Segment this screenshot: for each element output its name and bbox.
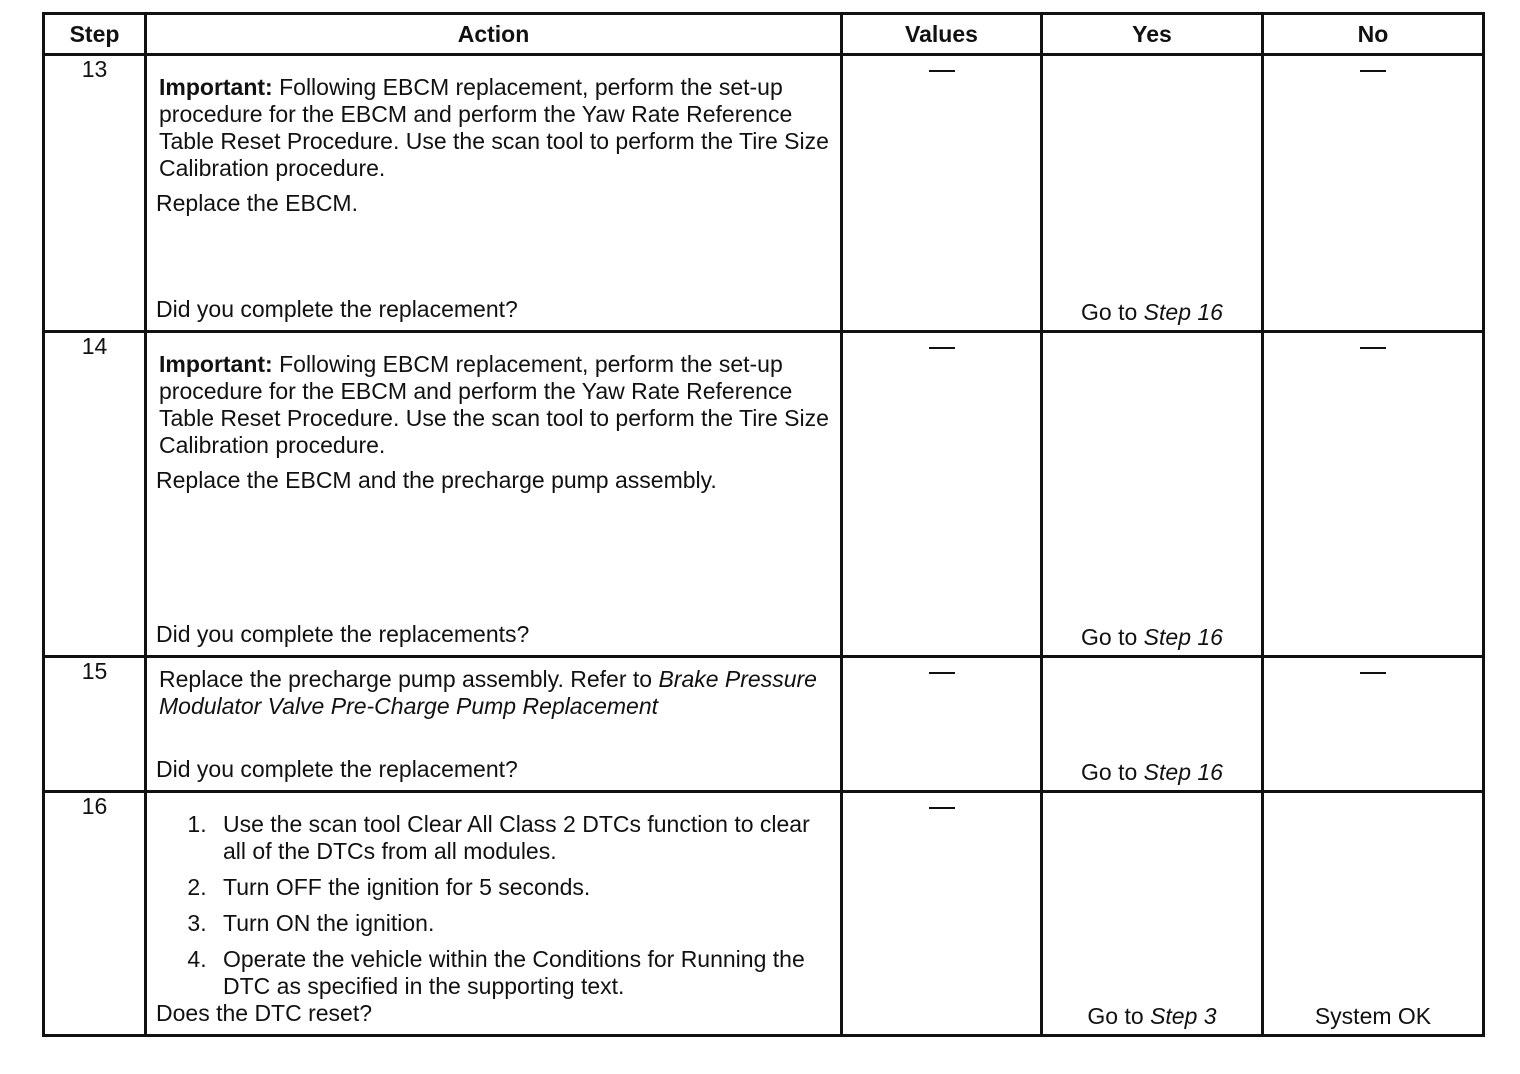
action-cell [146,55,842,332]
important-label: Important: [159,74,273,100]
step-link[interactable]: Step 16 [1143,299,1223,325]
procedure-link[interactable]: Brake Pressure Modulator Valve Pre-Charge Pump Replacement [159,666,817,719]
no-result: System OK [1314,1003,1432,1029]
no-cell [1263,55,1484,332]
no-cell [1263,332,1484,657]
dash-mark [1360,347,1386,349]
instruction-text: Replace the EBCM and the precharge pump assembly. [156,467,717,493]
step-number: 14 [44,332,146,657]
yes-cell [1042,332,1263,657]
instruction-text: Replace the precharge pump assembly. Refer to Brake Pressure Modulator Valve Pre-Charge Pump Replacement [159,666,817,719]
values-cell [842,332,1042,657]
dash-mark [929,347,955,349]
table-row-step-15 [44,657,1484,792]
list-item: 2. Turn OFF the ignition for 5 seconds. [213,874,832,901]
diagnostic-table [42,12,1485,1037]
values-cell [842,792,1042,1036]
no-cell [1263,792,1484,1036]
yes-goto[interactable]: Go to Step 16 [1081,624,1223,650]
header-values: Values [842,14,1042,55]
table-row-step-13 [44,55,1484,332]
important-note [159,351,832,459]
dash-mark [929,70,955,72]
procedure-list [155,811,832,1000]
header-row [44,14,1484,55]
yes-cell [1042,657,1263,792]
action-cell [146,792,842,1036]
step-number: 13 [44,55,146,332]
step-link[interactable]: Step 3 [1150,1003,1217,1029]
yes-cell [1042,792,1263,1036]
table-row-step-16 [44,792,1484,1036]
question-text: Does the DTC reset? [156,1000,373,1026]
action-cell [146,657,842,792]
values-cell [842,657,1042,792]
important-text: Following EBCM replacement, perform the set-up procedure for the EBCM and perform the Yaw Rate Reference Table Reset Procedure. Use the scan tool to perform the Tire Size Calibration procedure. [159,74,829,181]
header-step: Step [44,14,146,55]
important-label: Important: [159,351,273,377]
step-number: 15 [44,657,146,792]
header-yes: Yes [1042,14,1263,55]
dash-mark [1360,672,1386,674]
no-cell [1263,657,1484,792]
question-text: Did you complete the replacements? [156,621,530,647]
important-text: Following EBCM replacement, perform the set-up procedure for the EBCM and perform the Yaw Rate Reference Table Reset Procedure. Use the scan tool to perform the Tire Size Calibration procedure. [159,351,829,458]
dash-mark [929,807,955,809]
question-text: Did you complete the replacement? [156,296,518,322]
yes-goto[interactable]: Go to Step 16 [1081,299,1223,325]
list-item: 4. Operate the vehicle within the Conditions for Running the DTC as specified in the supporting text. [213,946,832,1000]
step-link[interactable]: Step 16 [1143,759,1223,785]
list-item: 1. Use the scan tool Clear All Class 2 DTCs function to clear all of the DTCs from all modules. [213,811,832,865]
instruction-text: Replace the EBCM. [156,190,358,216]
dash-mark [929,672,955,674]
question-text: Did you complete the replacement? [156,756,518,782]
step-number: 16 [44,792,146,1036]
values-cell [842,55,1042,332]
yes-cell [1042,55,1263,332]
important-note [159,74,832,182]
table-row-step-14 [44,332,1484,657]
dash-mark [1360,70,1386,72]
action-cell [146,332,842,657]
yes-goto[interactable]: Go to Step 16 [1081,759,1223,785]
yes-goto[interactable]: Go to Step 3 [1087,1003,1217,1029]
step-link[interactable]: Step 16 [1143,624,1223,650]
header-no: No [1263,14,1484,55]
header-action: Action [146,14,842,55]
list-item: 3. Turn ON the ignition. [213,910,832,937]
